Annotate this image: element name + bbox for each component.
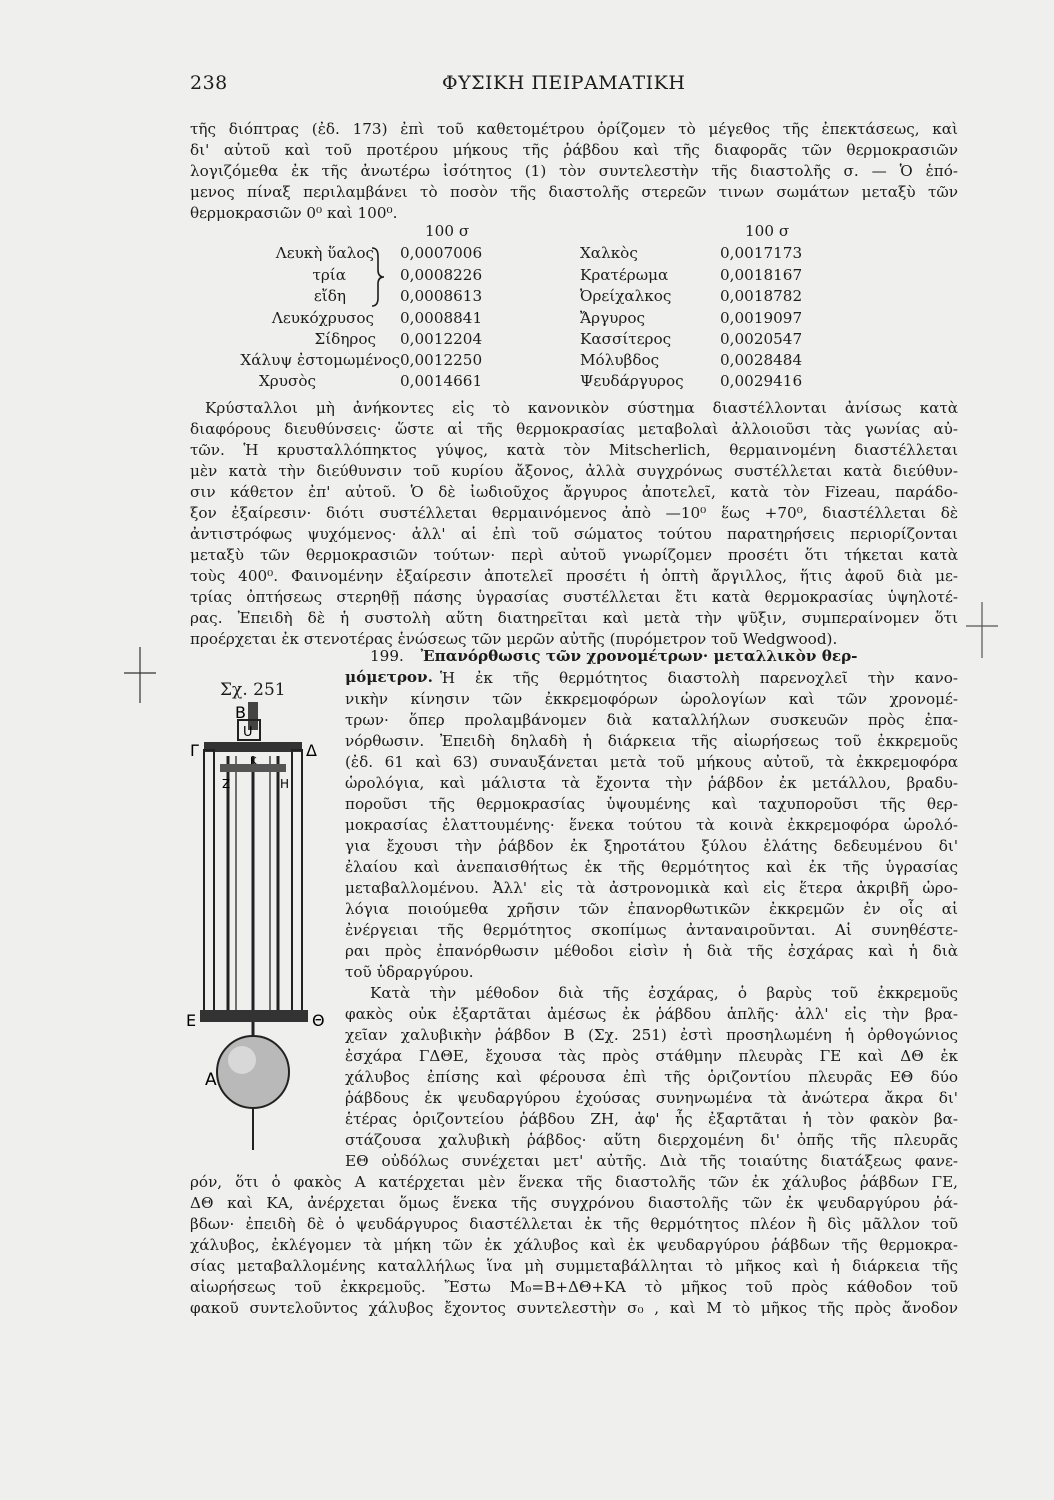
text-line: θερμοκρασιῶν 0⁰ καὶ 100⁰.: [190, 204, 398, 222]
text-line: ξον ἐξαίρεσιν· διότι συστέλλεται θερμαινόμενος ἀπὸ —10⁰ ἕως +70⁰, διαστέλλεται δὲ: [190, 504, 958, 522]
table-col-header-left: 100 σ: [425, 222, 470, 240]
text-line: δι' αὐτοῦ καὶ τοῦ προτέρου μήκους τῆς ῥάβδου καὶ τῆς διαφορᾶς τῶν θερμοκρασιῶν: [190, 141, 958, 159]
table-row-value: 0,0029416: [720, 372, 803, 390]
table-row-name: Ἄργυρος: [580, 309, 645, 327]
diagram-label: Η: [280, 777, 290, 791]
table-col-header-right: 100 σ: [745, 222, 790, 240]
table-row-name: Λευκόχρυσος: [271, 309, 374, 327]
text-line: τοῦ ὑδραργύρου.: [345, 963, 474, 981]
table-row-value: 0,0017173: [720, 244, 803, 262]
registration-mark-icon: [962, 600, 1002, 660]
table-row-value: 0,0008613: [400, 287, 483, 305]
diagram-label: Ε: [186, 1011, 197, 1030]
table-row-value: 0,0020547: [720, 330, 803, 348]
text-line: ὡρολόγια, καὶ μάλιστα τὰ ἔχοντα τὴν ῥάβδον ἐκ μετάλλου, βραδυ-: [345, 774, 958, 792]
text-line: μενος πίναξ περιλαμβάνει τὸ ποσὸν τῆς διαστολῆς στερεῶν τινων σωμάτων μεταξὺ τῶν: [190, 183, 958, 201]
text-line: ρας. Ἐπειδὴ δὲ ἡ συστολὴ αὕτη διατηρεῖται καὶ μετὰ τὴν ψῦξιν, συμπεραίνομεν ὅτι: [190, 609, 958, 627]
figure-caption: Σχ. 251: [220, 680, 286, 700]
diagram-lens-highlight: [228, 1046, 256, 1074]
table-row-value: 0,0018167: [720, 266, 803, 284]
text-line: ἐσχάρα ΓΔΘΕ, ἔχουσα τὰς πρὸς στάθμην πλευρὰς ΓΕ καὶ ΔΘ ἐκ: [345, 1047, 958, 1065]
text-line: τῆς διόπτρας (ἐδ. 173) ἐπὶ τοῦ καθετομέτρου ὁρίζομεν τὸ μέγεθος τῆς ἐπεκτάσεως, καὶ: [190, 120, 958, 138]
text-line: διαφόρους διευθύνσεις· ὥστε αἱ τῆς θερμοκρασίας μεταβολαὶ ἀλλοιοῦσι τὰς γωνίας αὐ-: [190, 420, 958, 438]
text-line: ποροῦσι τῆς θερμοκρασίας ὑψουμένης καὶ ταχυποροῦσι τῆς θερ-: [345, 795, 958, 813]
diagram-rod-GE: [204, 750, 214, 1012]
table-row-name: Σίδηρος: [314, 330, 376, 348]
text-line: ΕΘ οὐδόλως συνέχεται μετ' αὐτῆς. Διὰ τῆς τοιαύτης διατάξεως φανε-: [345, 1152, 958, 1170]
text-line: φακοῦ συντελοῦντος χάλυβος ἔχοντος συντελεστὴν σ₀ , καὶ M τὸ μῆκος τῆς πρὸς ἄνοδον: [190, 1299, 958, 1317]
text-line: σίας μεταβαλλομένης καταλλήλως ἵνα μὴ συμμεταβάλληται τὸ μῆκος καὶ ἡ διάρκεια τῆς: [190, 1257, 958, 1275]
text-line: αἰωρήσεως τοῦ ἐκκρεμοῦς. Ἔστω M₀=B+ΔΘ+KA τὸ μῆκος τοῦ πρὸς κάθοδον τοῦ: [190, 1278, 958, 1296]
text-line: μεταβαλλομένου. Ἀλλ' εἰς τὰ ἀστρονομικὰ καὶ εἰς ἕτερα ἀκριβῆ ὡρο-: [345, 879, 958, 897]
table-row-value: 0,0012204: [400, 330, 483, 348]
registration-mark-icon: [120, 645, 160, 705]
diagram-label: Β: [235, 703, 246, 722]
text-line: Ἡ ἐκ τῆς θερμότητος διαστολὴ παρενοχλεῖ τὴν κανο-: [440, 669, 958, 687]
text-line: ρόν, ὅτι ὁ φακὸς Α κατέρχεται μὲν ἕνεκα τῆς διαστολῆς τῶν ἐκ χάλυβος ῥάβδων ΓΕ,: [190, 1173, 958, 1191]
section-number: 199.: [370, 647, 404, 665]
diagram-label: Γ: [190, 741, 199, 760]
text-line: για ἔχουσι τὴν ῥάβδον ἐκ ξηροτάτου ξύλου ἐλάτης δεδευμένου δι': [345, 837, 958, 855]
table-row-value: 0,0008841: [400, 309, 483, 327]
diagram-label: Κ: [250, 756, 257, 767]
text-line: ἑτέρας ὁριζοντείου ῥάβδου ΖΗ, ἀφ' ἧς ἐξαρτᾶται ἡ τὸν φακὸν βα-: [345, 1110, 958, 1128]
text-line: τοὺς 400⁰. Φαινομένην ἐξαίρεσιν ἀποτελεῖ προσέτι ἡ ὀπτὴ ἄργιλλος, ἥτις ἀφοῦ διὰ με-: [190, 567, 958, 585]
table-row-value: 0,0028484: [720, 351, 803, 369]
text-line: χάλυβος, ἐκλέγομεν τὰ μήκη τῶν ἐκ χάλυβος καὶ ἐκ ψευδαργύρου ῥάβδων τῆς θερμοκρα-: [190, 1236, 958, 1254]
text-line: τῶν. Ἡ κρυσταλλόπηκτος γύψος, κατὰ τὸν Mitscherlich, θερμαινομένη διαστέλλεται: [190, 441, 958, 459]
diagram-label: Θ: [312, 1011, 325, 1030]
text-line: Κατὰ τὴν μέθοδον διὰ τῆς ἐσχάρας, ὁ βαρὺς τοῦ ἐκκρεμοῦς: [370, 984, 958, 1002]
diagram-label: U: [243, 725, 253, 740]
text-line: βδων· ἐπειδὴ δὲ ὁ ψευδάργυρος διαστέλλεται ἐκ τῆς θερμότητος πλέον ἢ δὶς μᾶλλον τοῦ: [190, 1215, 958, 1233]
text-line: χεῖαν χαλυβικὴν ῥάβδον Β (Σχ. 251) ἐστὶ προσηλωμένη ἡ ὀρθογώνιος: [345, 1026, 958, 1044]
text-line: ῥάβδους ἐκ ψευδαργύρου ἐχούσας συνηνωμένα τὰ ἀνώτερα ἄκρα δι': [345, 1089, 958, 1107]
text-line: λογιζόμεθα ἐκ τῆς ἀνωτέρω ἰσότητος (1) τὸν συντελεστὴν τῆς διαστολῆς σ. — Ὁ ἑπό-: [190, 162, 958, 180]
table-row-name: Χρυσὸς: [259, 372, 316, 390]
table-row-value: 0,0007006: [400, 244, 483, 262]
text-line: χάλυβος ἐπίσης καὶ φέρουσα ἐπὶ τῆς ὁριζοντίου πλευρᾶς ΕΘ δύο: [345, 1068, 958, 1086]
text-line: τρίας ὀπτήσεως στερηθῇ πάσης ὑγρασίας συστέλλεται ἔτι κατὰ θερμοκρασίας ὑψηλοτέ-: [190, 588, 958, 606]
table-row-value: 0,0018782: [720, 287, 803, 305]
table-row-name: Κρατέρωμα: [580, 266, 669, 284]
section-title: Ἐπανόρθωσις τῶν χρονομέτρων· μεταλλικὸν θερ-: [420, 647, 858, 665]
table-row-value: 0,0019097: [720, 309, 803, 327]
text-line: νικὴν κίνησιν τῶν ἐκκρεμοφόρων ὡρολογίων καὶ τῶν χρονομέ-: [345, 690, 958, 708]
text-line: ἐλαίου καὶ ἀνεπαισθήτως ἐκ τῆς θερμότητος καὶ ἐκ τῆς ὑγρασίας: [345, 858, 958, 876]
diagram-bar-ETh: [200, 1010, 308, 1022]
table-row-name: Κασσίτερος: [580, 330, 672, 348]
text-line: στάζουσα χαλυβικὴ ῥάβδος· αὕτη διερχομένη δι' ὀπῆς τῆς πλευρᾶς: [345, 1131, 958, 1149]
table-row-name: Χάλυψ ἐστομωμένος: [240, 351, 400, 369]
text-line: λόγια ποιούμεθα χρῆσιν τῶν ἐπανορθωτικῶν ἐκκρεμῶν ἐν οἷς αἱ: [345, 900, 958, 918]
diagram-rod-DTh: [292, 750, 302, 1012]
table-row-value: 0,0008226: [400, 266, 483, 284]
table-row-name: Ὀρείχαλκος: [580, 287, 672, 305]
diagram-bar-GD: [204, 742, 302, 752]
pendulum-grid-diagram: [180, 690, 340, 1160]
diagram-label: Α: [205, 1070, 217, 1090]
text-line: μὲν κατὰ τὴν διεύθυνσιν τοῦ κυρίου ἄξονος, ἀλλὰ συγχρόνως συστέλλεται κατὰ διεύθυν-: [190, 462, 958, 480]
text-line: (ἐδ. 61 καὶ 63) συναυξάνεται μετὰ τοῦ μήκους αὐτοῦ, τὰ ἐκκρεμοφόρα: [345, 753, 958, 771]
text-line: ΔΘ καὶ ΚΑ, ἀνέρχεται ὅμως ἕνεκα τῆς συγχρόνου διαστολῆς τῶν ἐκ ψευδαργύρου ῥά-: [190, 1194, 958, 1212]
table-row-value: 0,0014661: [400, 372, 483, 390]
table-row-name: εἴδη: [313, 287, 346, 305]
table-row-name: Λευκὴ ὕαλος: [275, 244, 374, 262]
diagram-label: Ζ: [222, 777, 231, 791]
table-row-value: 0,0012250: [400, 351, 483, 369]
table-row-name: Χαλκὸς: [580, 244, 638, 262]
page-number: 238: [190, 72, 228, 94]
section-heading: [370, 647, 857, 665]
text-line: σιν κάθετον ἐπ' αὐτοῦ. Ὁ δὲ ἰωδιοῦχος ἄργυρος ἀποτελεῖ, κατὰ τὸν Fizeau, παράδο-: [190, 483, 958, 501]
text-line: φακὸς οὐκ ἐξαρτᾶται ἀμέσως ἐκ ῥάβδου ἁπλῆς· ἀλλ' εἰς τὴν βρα-: [345, 1005, 958, 1023]
diagram-lens-A: [217, 1036, 289, 1108]
text-line: ἀντιστρόφως ψυχόμενος· ἀλλ' αἱ ἐπὶ τοῦ σώματος τούτου παρατηρήσεις περιορίζονται: [190, 525, 958, 543]
section-title-cont: μόμετρον.: [345, 668, 433, 686]
text-line: τρων· ὅπερ προλαμβάνομεν διὰ καταλλήλων συσκευῶν πρὸς ἐπα-: [345, 711, 958, 729]
table-row-name: Ψευδάργυρος: [580, 372, 684, 390]
text-line: νόρθωσιν. Ἐπειδὴ δηλαδὴ ἡ διάρκεια τῆς αἰωρήσεως τοῦ ἐκκρεμοῦς: [345, 732, 958, 750]
table-row-name: τρία: [312, 266, 346, 284]
text-line: Κρύσταλλοι μὴ ἀνήκοντες εἰς τὸ κανονικὸν σύστημα διαστέλλονται ἀνίσως κατὰ: [205, 399, 958, 417]
text-line: μοκρασίας ἐλαττουμένης· ἕνεκα τούτου τὰ κοινὰ ἐκκρεμοφόρα ὡρολό-: [345, 816, 958, 834]
text-line: ἐνέργειαι τῆς θερμότητος σκοπίμως ἀνταναιροῦνται. Αἱ συνηθέστε-: [345, 921, 958, 939]
diagram-label: Δ: [306, 741, 317, 760]
text-line: προέρχεται ἐκ στενοτέρας ἑνώσεως τῶν μερῶν αὐτῆς (πυρόμετρον τοῦ Wedgwood).: [190, 630, 838, 648]
text-line: μεταξὺ τῶν θερμοκρασιῶν τούτων· περὶ αὐτοῦ γνωρίζομεν προσέτι ὅτι τήκεται κατὰ: [190, 546, 958, 564]
running-title: ΦΥΣΙΚΗ ΠΕΙΡΑΜΑΤΙΚΗ: [442, 72, 686, 94]
table-row-name: Μόλυβδος: [580, 351, 660, 369]
text-line: ραι πρὸς ἐπανόρθωσιν μέθοδοι εἰσὶν ἡ διὰ τῆς ἐσχάρας καὶ ἡ διὰ: [345, 942, 958, 960]
